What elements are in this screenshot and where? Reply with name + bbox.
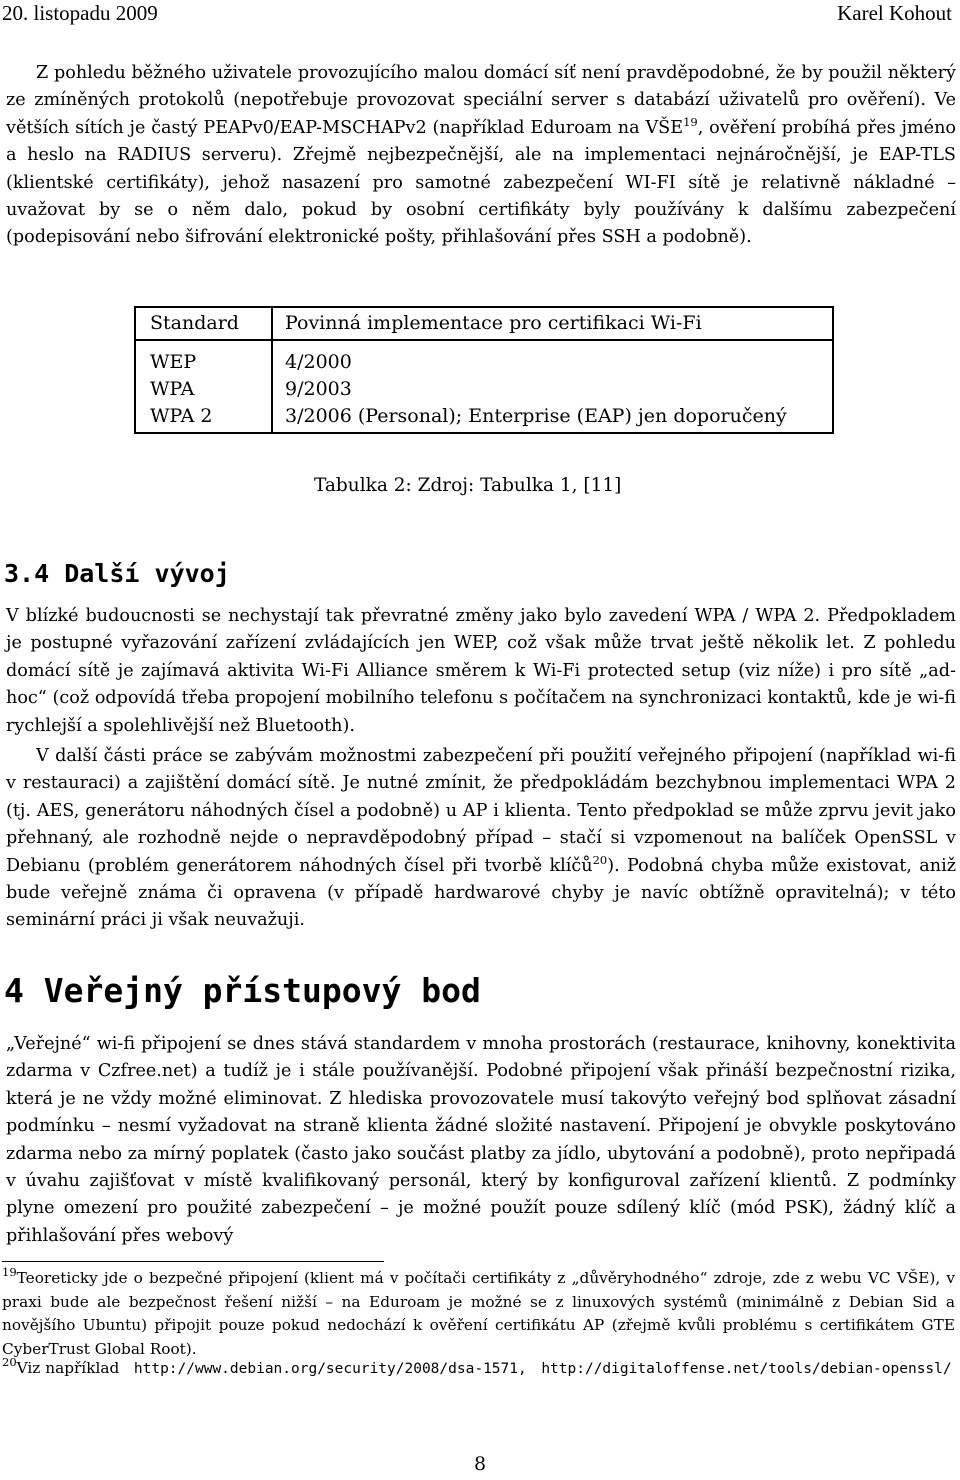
table-header-implementation: Povinná implementace pro certifikaci Wi-Fi — [272, 307, 833, 340]
table-caption: Tabulka 2: Zdroj: Tabulka 1, [11] — [314, 475, 622, 496]
footnote-20-link-2[interactable]: http://digitaloffense.net/tools/debian-openssl/ — [541, 1361, 952, 1377]
paragraph-intro — [6, 60, 956, 252]
table-header-row — [135, 307, 833, 340]
paragraph-3-4-second — [6, 743, 956, 935]
paragraph-intro-text-2: , ověření probíhá přes jméno a heslo na RADIUS serveru). Zřejmě nejbezpečnější, ale na implementaci nejnáročnější, je EAP-TLS (klientské certifikáty), jehož nasazení pro samotné zabezpečení WI-FI sítě je relativně nákladné – uvažovat by se o něm dalo, pokud by osobní certifikáty byly používány k dalšímu zabezpečení (podepisování nebo šifrování elektronické pošty, přihlašování přes SSH a podobně). — [6, 117, 956, 248]
footnote-rule — [2, 1261, 384, 1262]
table-row — [135, 403, 833, 433]
section-heading-3-4: 3.4 Další vývoj — [4, 559, 230, 588]
wifi-standards-table — [134, 306, 834, 434]
paragraph-4: „Veřejné“ wi-fi připojení se dnes stává standardem v mnoha prostorách (restaurace, knihovny, konektivita zdarma v Czfree.net) a tudíž je i stále používanější. Podobné připojení však přináší bezpečnostní rizika, která je ne vždy možné eliminovat. Z hlediska provozovatele musí takovýto veřejný bod splňovat zásadní podmínku – nesmí vyžadovat na straně klienta žádné složité nastavení. Připojení je obvykle poskytováno zdarma nebo za mírný poplatek (často jako součást platby za jídlo, ubytování a podobně), proto nepřipadá v úvahu zajišťovat v místě kvalifikovaný personál, který by konfiguroval zařízení klientů. Z podmínky plyne omezení pro použité zabezpečení – je možné použít pouze sdílený klíč (mód PSK), žádný klíč a přihlašování přes webový — [6, 1034, 956, 1246]
header-date: 20. listopadu 2009 — [2, 1, 158, 25]
footnote-19-text: Teoreticky jde o bezpečné připojení (klient má v počítači certifikáty z „důvěryhodného“ zdroje, zde z webu VC VŠE), v praxi bude ale bezpečnost řešení nižší – na Eduroam je možné se z linuxových systémů (minimálně z Debian Sid a novějšího Ubuntu) připojit pouze pokud nedochází k ověření certifikátu AP (zřejmě kvůli problému s certifikátem GTE CyberTrust Global Root). — [2, 1269, 955, 1358]
table-cell-date: 3/2006 (Personal); Enterprise (EAP) jen doporučený — [272, 403, 833, 433]
table-row — [135, 376, 833, 403]
footnote-20-link-1[interactable]: http://www.debian.org/security/2008/dsa-1571, — [133, 1361, 527, 1377]
footnote-ref-19[interactable]: 19 — [683, 114, 698, 129]
footnote-ref-20[interactable]: 20 — [592, 852, 608, 867]
table-row — [135, 349, 833, 376]
paragraph-3-4-second-text-2: ). Podobná chyba může existovat, aniž bude veřejně známa či opravena (v případě hardwarové chyby je navíc obtížně opravitelná); v této seminární práci ji však neuvažuji. — [6, 855, 956, 931]
paragraph-3-4-first: V blízké budoucnosti se nechystají tak převratné změny jako bylo zavedení WPA / WPA 2. Předpokladem je postupné vyřazování zařízení zvládajících jen WEP, což však může trvat ještě několik let. Z pohledu domácí sítě je zajímavá aktivita Wi-Fi Alliance směrem k Wi-Fi protected setup (viz níže) i pro sítě „ad-hoc“ (což odpovídá třeba propojení mobilního telefonu s počítačem na synchronizaci kontaktů, kde je wi-fi rychlejší a spolehlivější než Bluetooth). — [6, 606, 956, 736]
table-cell-standard: WPA 2 — [135, 403, 272, 433]
paragraph-intro-text-1: Z pohledu běžného uživatele provozujícího malou domácí síť není pravděpodobné, že by použil některý ze zmíněných protokolů (nepotřebuje provozovat speciální server s databází uživatelů pro ověření). Ve větších sítích je častý PEAPv0/EAP-MSCHAPv2 (například Eduroam na VŠE — [6, 63, 956, 138]
table-cell-date: 9/2003 — [272, 376, 833, 403]
paragraph-3-4-second-text-1: V další části práce se zabývám možnostmi zabezpečení při použití veřejného připojení (například wi-fi v restauraci) a zajištění domácí sítě. Je nutné zmínit, že předpokládám bezchybnou implementaci WPA 2 (tj. AES, generátoru náhodných čísel a podobně) u AP i klienta. Tento předpoklad se může zprvu jevit jako přehnaný, ale rozhodně nejde o nepravděpodobný případ – stačí si vzpomenout na balíček OpenSSL v Debianu (problém generátorem náhodných čísel při tvorbě klíčů — [6, 746, 956, 876]
table-cell-standard: WEP — [135, 349, 272, 376]
running-header — [0, 0, 960, 26]
table-cell-date: 4/2000 — [272, 349, 833, 376]
section-heading-4: 4 Veřejný přístupový bod — [4, 971, 481, 1010]
table-cell-standard: WPA — [135, 376, 272, 403]
table-header-standard: Standard — [135, 307, 272, 340]
footnote-20-number: 20 — [2, 1355, 17, 1369]
page-number: 8 — [473, 1453, 487, 1475]
footnote-20 — [2, 1357, 955, 1382]
footnote-19-number: 19 — [2, 1265, 17, 1279]
footnote-19 — [2, 1267, 955, 1361]
footnote-20-prefix: Viz například — [16, 1359, 120, 1377]
header-author: Karel Kohout — [837, 1, 952, 25]
